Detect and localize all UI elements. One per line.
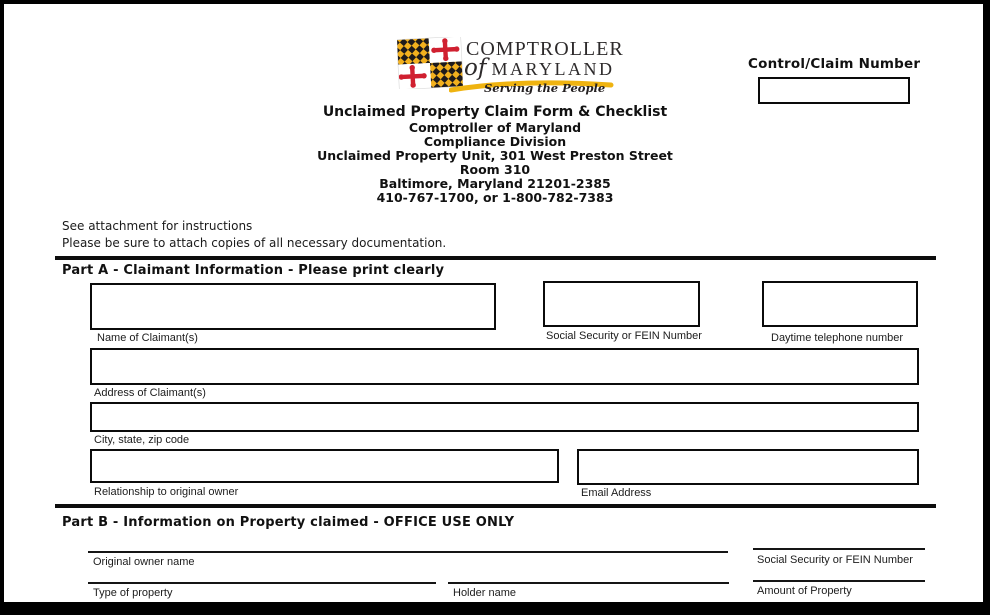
part-a-divider [55, 256, 936, 260]
relationship-box[interactable] [90, 449, 559, 483]
part-b-title: Part B - Information on Property claimed - OFFICE USE ONLY [62, 515, 515, 530]
control-claim-number-label: Control/Claim Number [748, 56, 921, 72]
ssn-fein-office-label: Social Security or FEIN Number [757, 554, 913, 566]
ssn-fein-label: Social Security or FEIN Number [546, 330, 702, 342]
holder-name-label: Holder name [453, 587, 516, 599]
control-claim-number-box[interactable] [758, 77, 910, 104]
name-of-claimants-label: Name of Claimant(s) [97, 332, 198, 344]
amount-of-property-label: Amount of Property [757, 585, 852, 597]
address-of-claimants-box[interactable] [90, 348, 919, 385]
logo-tagline: Serving the People [484, 81, 606, 95]
name-of-claimants-box[interactable] [90, 283, 496, 330]
part-a-title: Part A - Claimant Information - Please print clearly [62, 263, 445, 278]
header-address-line: Unclaimed Property Unit, 301 West Preston Street [317, 148, 673, 163]
logo-maryland-text: MARYLAND [491, 59, 615, 79]
form-header-block [0, 104, 990, 205]
header-city-line: Baltimore, Maryland 21201-2385 [379, 176, 611, 191]
header-phone-line: 410-767-1700, or 1-800-782-7383 [376, 190, 614, 205]
type-of-property-line[interactable] [88, 582, 436, 584]
amount-of-property-line[interactable] [753, 580, 925, 582]
header-org-line: Comptroller of Maryland [408, 120, 582, 135]
city-state-zip-label: City, state, zip code [94, 434, 190, 446]
address-of-claimants-label: Address of Claimant(s) [94, 387, 206, 399]
header-division-line: Compliance Division [423, 134, 567, 149]
ssn-fein-box[interactable] [543, 281, 700, 327]
email-address-box[interactable] [577, 449, 919, 485]
header-room-line: Room 310 [459, 162, 531, 177]
relationship-label: Relationship to original owner [94, 486, 239, 498]
part-b-divider [55, 504, 936, 508]
original-owner-name-label: Original owner name [93, 556, 195, 568]
email-address-label: Email Address [581, 487, 652, 499]
city-state-zip-box[interactable] [90, 402, 919, 432]
ssn-fein-office-line[interactable] [753, 548, 925, 550]
logo-of-text: of [464, 55, 487, 81]
type-of-property-label: Type of property [93, 587, 173, 599]
holder-name-line[interactable] [448, 582, 729, 584]
form-title: Unclaimed Property Claim Form & Checklist [322, 104, 668, 120]
daytime-phone-box[interactable] [762, 281, 918, 327]
instructions-line-1: See attachment for instructions [62, 219, 253, 233]
instructions-block [62, 218, 446, 251]
logo-comptroller-text: COMPTROLLER [466, 38, 624, 60]
daytime-phone-label: Daytime telephone number [771, 332, 904, 344]
instructions-line-2: Please be sure to attach copies of all necessary documentation. [62, 235, 447, 250]
original-owner-name-line[interactable] [88, 551, 728, 553]
